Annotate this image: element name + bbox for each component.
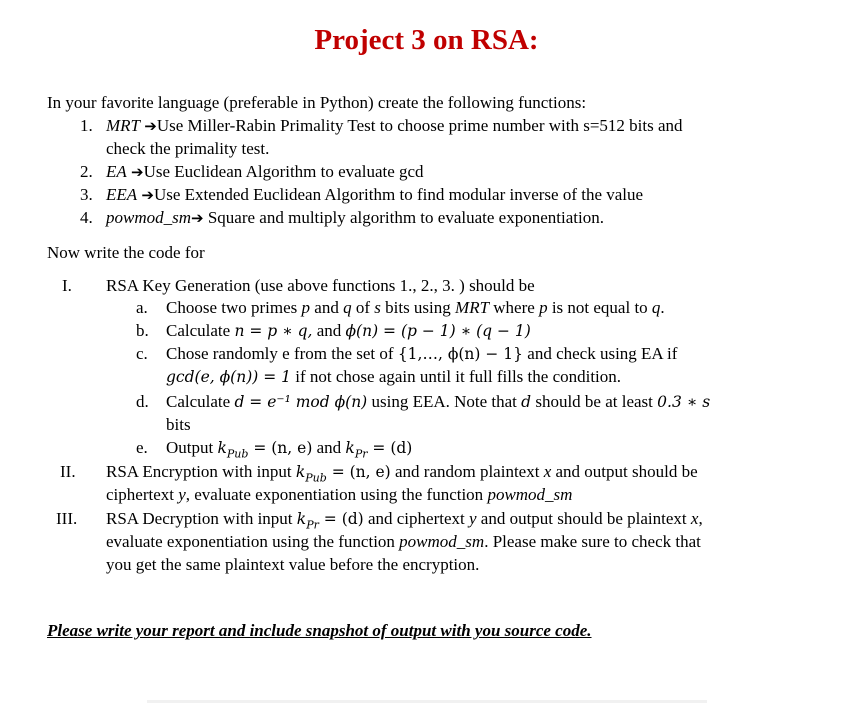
- section-II-line1: RSA Encryption with input $k_{Pub} = (n$, e) and random plaintext x and output should be: [106, 462, 698, 485]
- sub-item-c: Chose randomly e from the set of {1,…, ϕ(n) − 1} and check using EA if: [166, 344, 678, 363]
- list-item: EEA ➔Use Extended Euclidean Algorithm to find modular inverse of the value: [106, 185, 644, 204]
- math-expression: {1,…, ϕ(n) − 1}: [397, 345, 524, 363]
- sub-item-label: a.: [136, 298, 148, 317]
- section-heading: RSA Key Generation (use above functions 1., 2., 3. ) should be: [106, 276, 535, 295]
- list-item-continuation: check the primality test.: [106, 139, 270, 158]
- sub-item-label: e.: [136, 438, 148, 457]
- now-write-text: Now write the code for: [47, 243, 205, 262]
- math-expression: k: [217, 439, 227, 457]
- math-expression: d: [521, 393, 532, 411]
- page-divider: [147, 700, 707, 703]
- sub-item-c-continuation: gcd(e, ϕ(n)) = 1 if not chose again until it full fills the condition.: [166, 367, 622, 386]
- math-expression: gcd(e, ϕ(n)) = 1: [166, 368, 291, 386]
- math-expression: 0.3 ∗ s: [657, 393, 711, 411]
- arrow-icon: ➔: [144, 117, 157, 135]
- function-name: EA: [106, 162, 127, 181]
- sub-item-d: Calculate d = e⁻¹ mod ϕ(n) using EEA. Note that d should be at least 0.3 ∗ s: [166, 392, 711, 411]
- list-item: MRT ➔Use Miller-Rabin Primality Test to choose prime number with s=512 bits and: [106, 116, 683, 135]
- section-number: II.: [60, 462, 76, 481]
- sub-item-a: Choose two primes p and q of s bits using MRT where p is not equal to q.: [166, 298, 665, 317]
- arrow-icon: ➔: [191, 209, 204, 227]
- section-number: I.: [62, 276, 72, 295]
- footer-instruction: Please write your report and include snapshot of output with you source code.: [47, 621, 592, 640]
- section-III-line2: evaluate exponentiation using the function powmod_sm. Please make sure to check that: [106, 532, 701, 551]
- arrow-icon: ➔: [141, 186, 154, 204]
- sub-item-b: Calculate n = p ∗ q, and ϕ(n) = (p − 1) ∗ (q − 1): [166, 321, 531, 340]
- math-expression: k: [345, 439, 355, 457]
- function-name: EEA: [106, 185, 138, 204]
- list-number: 2.: [80, 162, 93, 181]
- math-expression: n = p ∗ q,: [234, 322, 313, 340]
- list-number: 3.: [80, 185, 93, 204]
- list-item: EA ➔Use Euclidean Algorithm to evaluate gcd: [106, 162, 424, 181]
- sub-item-label: c.: [136, 344, 148, 363]
- section-II-line2: ciphertext y, evaluate exponentiation using the function powmod_sm: [106, 485, 573, 504]
- sub-item-label: b.: [136, 321, 149, 340]
- sub-item-label: d.: [136, 392, 149, 411]
- math-expression: ϕ(n) = (p − 1) ∗ (q − 1): [345, 322, 531, 340]
- function-name: powmod_sm: [106, 208, 192, 227]
- math-expression: d = e⁻¹ mod ϕ(n): [234, 393, 368, 411]
- intro-text: In your favorite language (preferable in Python) create the following functions:: [47, 93, 587, 112]
- list-number: 4.: [80, 208, 93, 227]
- list-item: powmod_sm➔ Square and multiply algorithm to evaluate exponentiation.: [106, 208, 604, 227]
- sub-item-d-continuation: bits: [166, 415, 191, 434]
- page-title: Project 3 on RSA:: [314, 24, 539, 56]
- list-number: 1.: [80, 116, 93, 135]
- section-III-line3: you get the same plaintext value before the encryption.: [106, 555, 480, 574]
- arrow-icon: ➔: [131, 163, 144, 181]
- section-number: III.: [56, 509, 78, 528]
- section-III-line1: RSA Decryption with input $k_{Pr} = (d)$ and ciphertext y and output should be plaintext x,: [106, 509, 703, 532]
- function-name: MRT: [106, 116, 140, 135]
- sub-item-e: Output $k_{Pub} = (n$, e) and $k_{Pr} = (d)$: [166, 438, 413, 461]
